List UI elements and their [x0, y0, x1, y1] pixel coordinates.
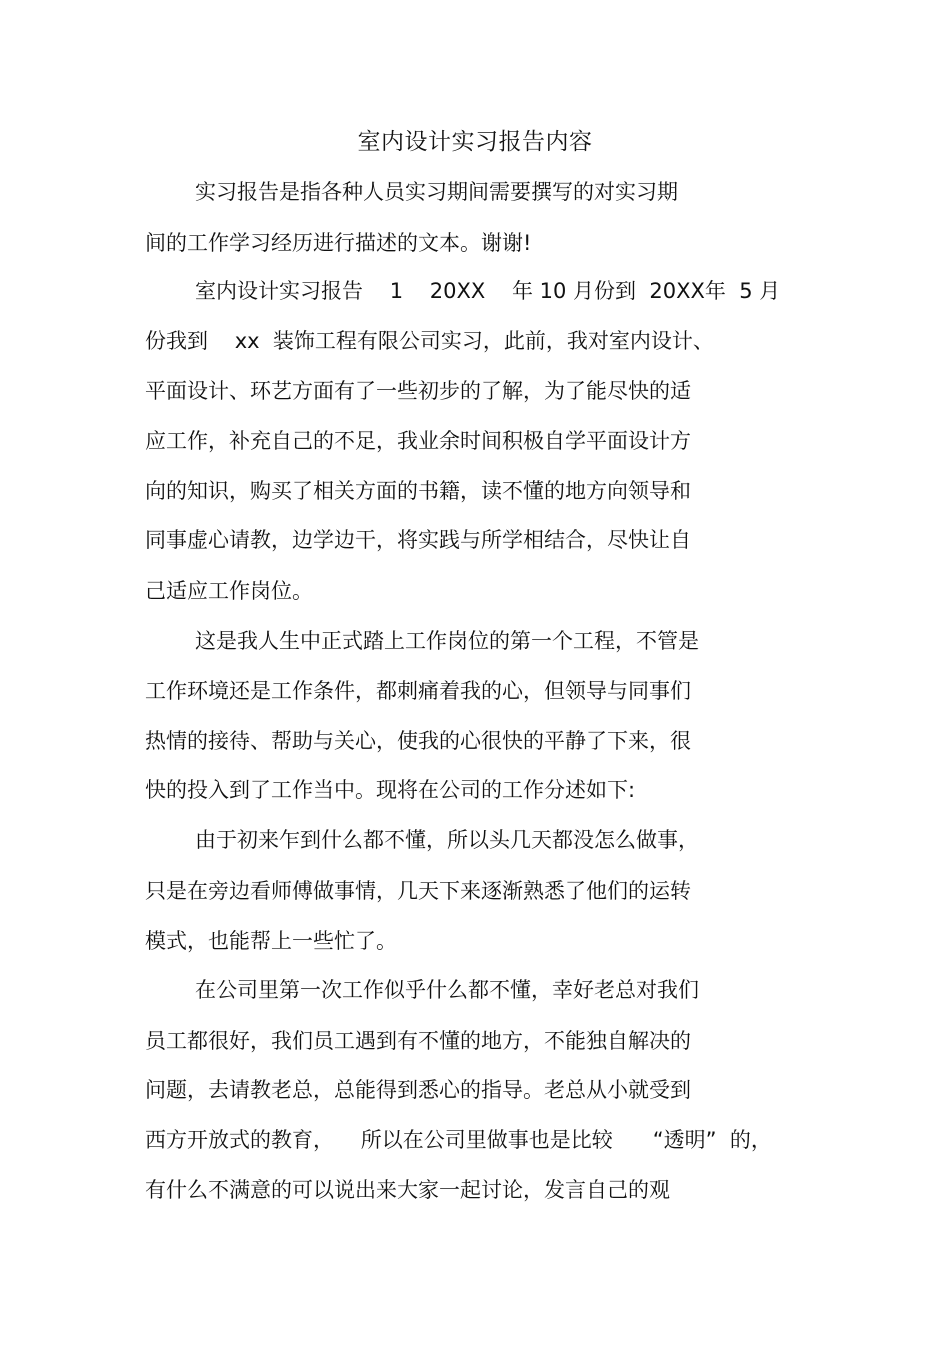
paragraph-line: 实习报告是指各种人员实习期间需要撰写的对实习期 [195, 180, 678, 204]
paragraph-line: 应工作，补充自己的不足，我业余时间积极自学平面设计方 [145, 429, 691, 453]
paragraph-line: 有什么不满意的可以说出来大家一起讨论，发言自己的观 [145, 1178, 670, 1202]
paragraph-line: 在公司里第一次工作似乎什么都不懂，幸好老总对我们 [195, 978, 699, 1002]
paragraph-line: 向的知识，购买了相关方面的书籍，读不懂的地方向领导和 [145, 479, 691, 503]
document-title: 室内设计实习报告内容 [357, 129, 593, 155]
paragraph-line: 间的工作学习经历进行描述的文本。谢谢! [145, 231, 532, 255]
paragraph-line: 室内设计实习报告 1 20XX 年 10 月份到 20XX年 5 月 [195, 279, 781, 303]
paragraph-line: 只是在旁边看师傅做事情，几天下来逐渐熟悉了他们的运转 [145, 879, 691, 903]
paragraph-line: 西方开放式的教育， 所以在公司里做事也是比较 “透明” 的， [145, 1128, 772, 1152]
paragraph-line: 己适应工作岗位。 [145, 579, 313, 603]
paragraph-line: 份我到 xx 装饰工程有限公司实习，此前，我对室内设计、 [145, 329, 714, 353]
paragraph-line: 快的投入到了工作当中。现将在公司的工作分述如下: [145, 778, 636, 802]
paragraph-line: 模式，也能帮上一些忙了。 [145, 929, 397, 953]
paragraph-line: 工作环境还是工作条件，都刺痛着我的心，但领导与同事们 [145, 679, 691, 703]
paragraph-line: 同事虚心请教，边学边干，将实践与所学相结合，尽快让自 [145, 528, 691, 552]
paragraph-line: 问题，去请教老总，总能得到悉心的指导。老总从小就受到 [145, 1078, 691, 1102]
paragraph-line: 由于初来乍到什么都不懂，所以头几天都没怎么做事， [195, 828, 699, 852]
paragraph-line: 平面设计、环艺方面有了一些初步的了解，为了能尽快的适 [145, 379, 691, 403]
paragraph-line: 这是我人生中正式踏上工作岗位的第一个工程，不管是 [195, 629, 699, 653]
paragraph-line: 热情的接待、帮助与关心，使我的心很快的平静了下来，很 [145, 729, 691, 753]
paragraph-line: 员工都很好，我们员工遇到有不懂的地方，不能独自解决的 [145, 1029, 691, 1053]
